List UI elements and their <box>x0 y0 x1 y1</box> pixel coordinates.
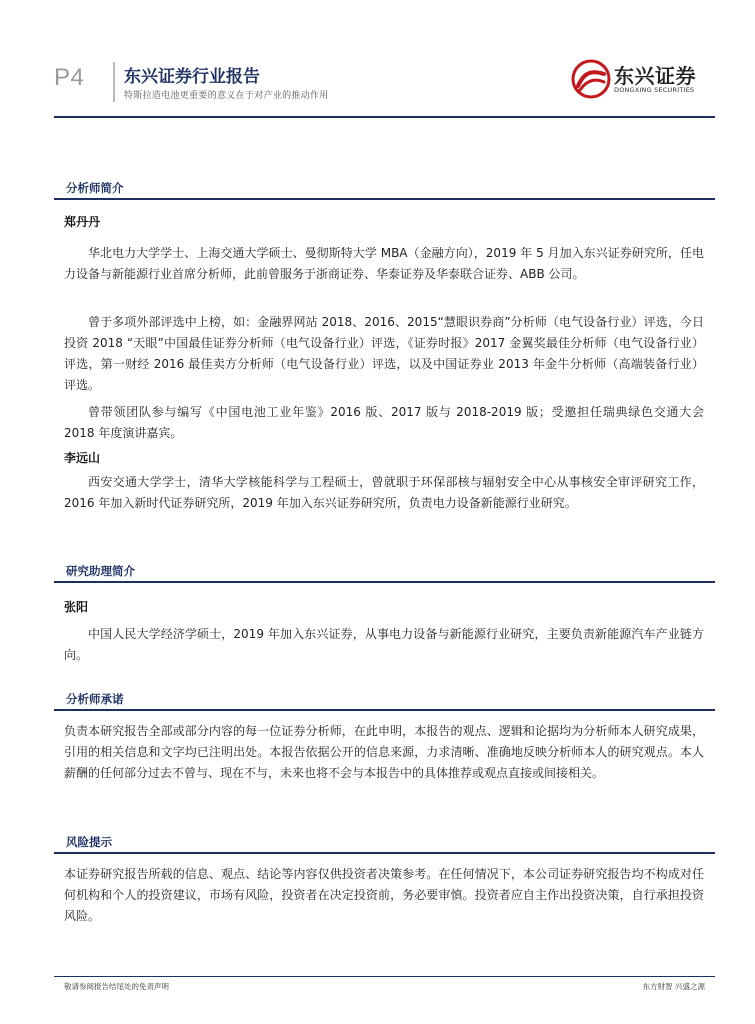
logo-mark-icon <box>570 58 612 100</box>
section-rule <box>54 581 715 583</box>
section-analysts-heading <box>54 178 715 200</box>
assistant-name: 张阳 <box>64 600 89 614</box>
logo-text-en: DONGXING SECURITIES <box>614 86 695 94</box>
analyst-name: 郑丹丹 <box>64 215 101 229</box>
footer-rule <box>54 976 715 977</box>
logo-text-cn: 东兴证券 <box>614 64 696 88</box>
section-title: 研究助理简介 <box>66 564 135 578</box>
section-rule <box>54 709 715 711</box>
report-title: 东兴证券行业报告 <box>124 67 260 87</box>
footer-slogan: 东方财智 兴盛之源 <box>642 982 705 991</box>
report-subtitle: 特斯拉造电池更重要的意义在于对产业的推动作用 <box>124 91 329 101</box>
section-rule <box>54 198 715 200</box>
header-divider <box>113 62 115 102</box>
assistant-bio-paragraph: 中国人民大学经济学硕士，2019 年加入东兴证券，从事电力设备与新能源行业研究，主要负责新能源汽车产业链方向。 <box>64 627 704 662</box>
analyst-awards-paragraph: 曾于多项外部评选中上榜，如：金融界网站 2018、2016、2015“慧眼识券商”分析师（电气设备行业）评选，今日投资 2018 “天眼”中国最佳证券分析师（电气设备行业）评选，《证券时报》2017 金翼奖最佳分析师（电气设备行业）评选，第一财经 2016 最佳卖方分析师（电气设备行业）评选，以及中国证券业 2013 年金牛分析师（高端装备行业）评选。 <box>64 315 704 392</box>
footer-disclaimer-note: 敬请参阅报告结尾处的免责声明 <box>64 982 169 991</box>
risk-text: 本证券研究报告所载的信息、观点、结论等内容仅供投资者决策参考。在任何情况下，本公司证券研究报告均不构成对任何机构和个人的投资建议，市场有风险，投资者在决定投资前，务必要审慎。投资者应自主作出投资决策，自行承担投资风险。 <box>64 867 704 923</box>
section-assistants-heading <box>54 561 715 583</box>
section-rule <box>54 852 715 854</box>
company-logo <box>570 58 705 100</box>
analyst-activities-paragraph: 曾带领团队参与编写《中国电池工业年鉴》2016 版、2017 版与 2018-2019 版；受邀担任瑞典绿色交通大会 2018 年度演讲嘉宾。 <box>64 405 704 440</box>
section-commitment-heading <box>54 689 715 711</box>
analyst-bio-paragraph: 西安交通大学学士，清华大学核能科学与工程硕士，曾就职于环保部核与辐射安全中心从事核安全审评研究工作，2016 年加入新时代证券研究所，2019 年加入东兴证券研究所，负责电力设备新能源行业研究。 <box>64 475 704 510</box>
section-risk-heading <box>54 832 715 854</box>
section-title: 分析师简介 <box>66 181 124 195</box>
analyst-bio-paragraph: 华北电力大学学士、上海交通大学硕士、曼彻斯特大学 MBA（金融方向），2019 年 5 月加入东兴证券研究所，任电力设备与新能源行业首席分析师，此前曾服务于浙商证券、华泰证券及华泰联合证券、ABB 公司。 <box>64 246 704 281</box>
section-title: 分析师承诺 <box>66 692 124 706</box>
section-title: 风险提示 <box>66 835 112 849</box>
header-rule <box>54 116 715 118</box>
commitment-text: 负责本研究报告全部或部分内容的每一位证券分析师，在此申明，本报告的观点、逻辑和论据均为分析师本人研究成果，引用的相关信息和文字均已注明出处。本报告依据公开的信息来源，力求清晰、准确地反映分析师本人的研究观点。本人薪酬的任何部分过去不曾与、现在不与，未来也将不会与本报告中的具体推荐或观点直接或间接相关。 <box>64 724 704 780</box>
analyst-name: 李远山 <box>64 451 101 465</box>
page-number: P4 <box>54 64 85 91</box>
